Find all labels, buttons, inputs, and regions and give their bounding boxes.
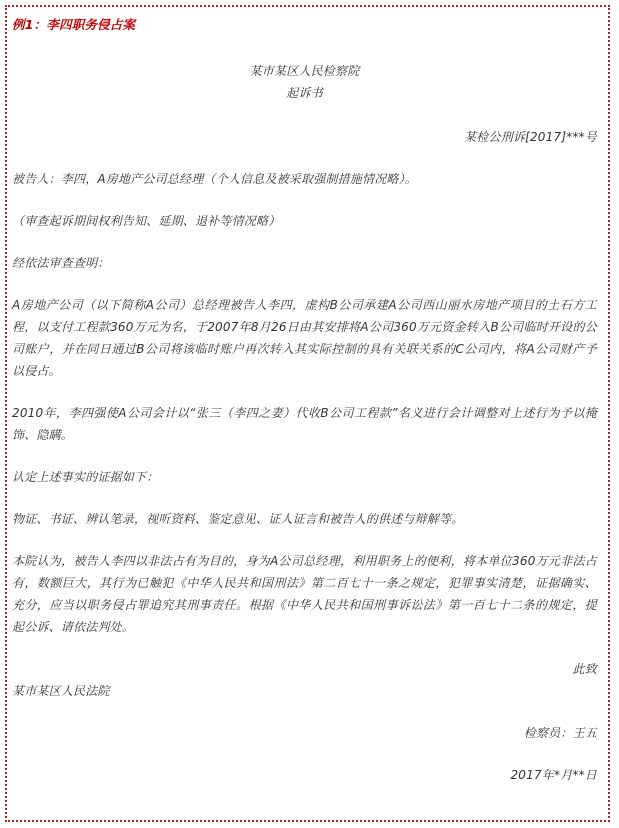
example-heading: 例1：李四职务侵占案: [12, 17, 136, 32]
document-date: 2017年*月**日: [510, 768, 597, 782]
case-number: 某检公刑诉[2017]***号: [464, 130, 597, 144]
indictment-document: [12, 14, 597, 786]
procuratorate-name: 某市某区人民检察院: [249, 64, 360, 78]
recipient-court: 某市某区人民法院: [12, 684, 110, 698]
evidence-list: 物证、书证、辨认笔录，视听资料、鉴定意见、证人证言和被告人的供述与辩解等。: [12, 512, 464, 526]
closing-salutation: 此致: [572, 662, 597, 676]
conclusion-paragraph: 本院认为，被告人李四以非法占有为目的，身为A公司总经理，利用职务上的便利，将本单位360万元非法占有，数额巨大，其行为已触犯《中华人民共和国刑法》第二百七十一条之规定，犯罪事实清楚，证据确实、充分，应当以职务侵占罪追究其刑事责任。根据《中华人民共和国刑事诉讼法》第一百七十二条的规定，提起公诉、请依法判处。: [12, 554, 597, 634]
fact-paragraph-1: A房地产公司（以下简称A公司）总经理被告人李四，虚构B公司承建A公司西山丽水房地产项目的土石方工程，以支付工程款360万元为名，于2007年8月26日由其安排将A公司360万元资金转入B公司临时开设的公司账户，并在同日通过B公司将该临时账户再次转入其实际控制的具有关联关系的C公司内，将A公司财产予以侵占。: [12, 298, 597, 378]
defendant-info: 被告人：李四，A房地产公司总经理（个人信息及被采取强制措施情况略）。: [12, 172, 418, 186]
prosecutor-signature: 检察员：王五: [523, 726, 597, 740]
finding-intro: 经依法审查查明：: [12, 256, 110, 270]
document-type: 起诉书: [286, 86, 323, 100]
evidence-intro: 认定上述事实的证据如下：: [12, 470, 159, 484]
review-note: （审查起诉期间权利告知、延期、退补等情况略）: [12, 214, 281, 228]
fact-paragraph-2: 2010年，李四强使A公司会计以“张三（李四之妻）代收B公司工程款”名义进行会计调整对上述行为予以掩饰、隐瞒。: [12, 406, 597, 442]
